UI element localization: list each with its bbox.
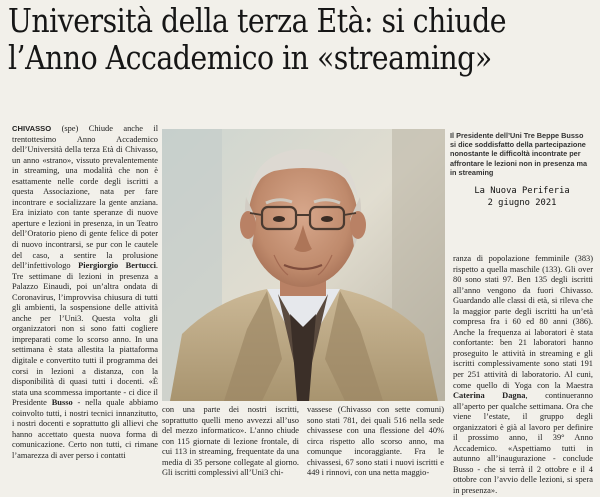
dateline: CHIVASSO bbox=[12, 124, 52, 133]
person-name-dagna: Caterina Dagna bbox=[453, 391, 526, 401]
column-2-text: con una parte dei nostri iscritti, soprattutto quelli meno avvezzi all’uso del mezzo informatico». L’anno chiude con 115 giornate di lezione frontale, di cui 113 in streaming, frequentate da una media di 35 persone collegate al giorno. Gli iscritti complessivi all’Uni3 chi- bbox=[162, 405, 299, 478]
person-name-busso: Busso bbox=[51, 398, 73, 408]
portrait-illustration bbox=[162, 129, 445, 401]
headline bbox=[8, 2, 515, 76]
column-3-text: vassese (Chivasso con sette comuni) sono stati 781, dei quali 516 nella sede chivassese con una flessione del 40% circa rispetto allo scorso anno, ma comunque incoraggiante. Fra le chivassesi, 67 sono stati i nuovi iscritti e 449 i rinnovi, con una netta maggio- bbox=[307, 405, 444, 478]
column-4-text-part-1: ranza di popolazione femminile (383) rispetto a quella maschile (133). Gli over 80 sono stati 97. Ben 135 degli iscritti all’anno vengono da fuori Chivasso. Guardando alle classi di età, si rileva che la maggior parte degli iscritti ha un’età compresa fra i 60 ed 80 anni (386). Anche la frequenza ai laboratori è stata confortante: ben 21 laboratori hanno proseguito le attività in streaming e gli iscritti complessivamente sono stati 191 per 251 attività di laboratorio. Al cuni, come quello di Yoga con la Maestra bbox=[453, 254, 593, 390]
column-1-text-part-1: Chiude anche il trentottesimo Anno Accademico dell’Università della terza Età di Chivasso, un anno «strano», vissuto prevalentemente in streaming, una modalità che non è esattamente nelle corde degli iscritti a questa Associazione, nata per fare incontrare e socializzare la gente anziana. Era iniziato con tante speranze di nuove aperture e lezioni in presenza, in un Teatro dell’Oratorio pieno di gente felice di poter di nuovo incontrarsi, se pur con le cautele del caso, a sentire la prolusione dell’infettivologo bbox=[12, 124, 159, 271]
article-column-2 bbox=[162, 405, 299, 485]
article-column-4 bbox=[453, 254, 593, 496]
person-name-bertucci: Piergiorgio Bertucci bbox=[78, 261, 156, 271]
column-4-text-part-2: , continueranno all’aperto per qualche settimana. Ora che viene l’estate, il gruppo degli organizzatori è già al lavoro per definire il prossimo anno, il 39° Anno Accademico. «Aspettiamo tutti in autunno all’inaugurazione - conclude Busso - che si terrà il 2 ottobre e il 4 ottobre con l’avvio delle lezioni, si spera in presenza». bbox=[453, 391, 593, 496]
column-1-text-part-3: - nella quale abbiamo coinvolto tutti, i nostri tecnici innanzitutto, i nostri docenti e soprattutto gli allievi che hanno accettato questa nuova forma di comunicazione. Certo non tutti, ci rimane l’amarezza di aver perso i contatti bbox=[12, 398, 159, 460]
dateline-author: (spe) bbox=[61, 124, 79, 133]
column-1-text-part-2: . Tre settimane di lezioni in presenza a Palazzo Einaudi, poi un’altra ondata di Coronavirus, l’improvvisa chiusura di tutti gli ambienti, la sospensione delle attività anche per l’Uni3. Questa volta gli organizzatori non si sono fatti cogliere impreparati come lo scorso anno. In una settimana è stata allestita la piattaforma digitale e convertito tutti il programma dei corsi in lezioni a distanza, con la disponibilità di quasi tutti i docenti. «È stata una scommessa importante - ci dice il Presidente bbox=[12, 261, 158, 408]
source-publication: La Nuova Periferia bbox=[474, 186, 570, 196]
headline-line-2: l’Anno Accademico in «streaming» bbox=[8, 38, 492, 77]
source-note bbox=[452, 186, 592, 209]
article-column-1 bbox=[12, 124, 158, 484]
photo-caption: Il Presidente dell’Uni Tre Beppe Busso si dice soddisfatto della partecipazione nonostante le difficoltà incontrate per affrontare le lezioni non in presenza ma in streaming bbox=[450, 131, 588, 177]
source-date: 2 giugno 2021 bbox=[487, 197, 557, 208]
portrait-photo bbox=[162, 129, 445, 401]
headline-line-1: Università della terza Età: si chiude bbox=[8, 1, 507, 40]
article-column-3 bbox=[307, 405, 444, 485]
